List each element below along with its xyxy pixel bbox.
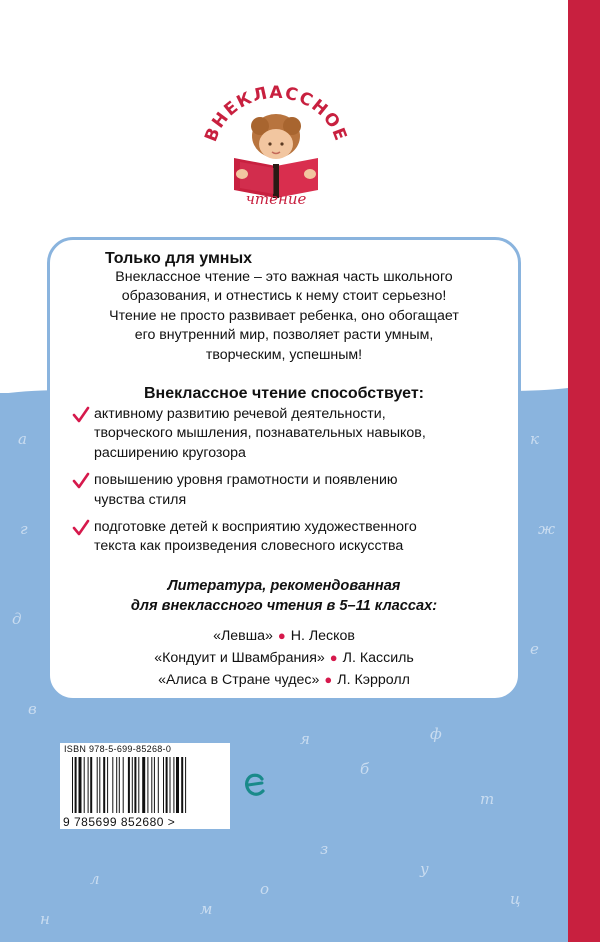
decorative-letter: в bbox=[28, 700, 37, 718]
benefit-line: подготовке детей к восприятию художественного bbox=[94, 519, 417, 536]
barcode-bar bbox=[97, 757, 98, 813]
book-title: «Алиса в Стране чудес» bbox=[158, 672, 320, 688]
decorative-letter: а bbox=[18, 430, 27, 448]
benefit-line: чувства стиля bbox=[94, 491, 187, 508]
barcode-block bbox=[60, 743, 230, 829]
barcode-bar bbox=[158, 757, 159, 813]
benefit-line: повышению уровня грамотности и появлению bbox=[94, 472, 398, 489]
barcode-bar bbox=[154, 757, 155, 813]
bullet-dot-icon: ● bbox=[277, 628, 286, 643]
barcode-bar bbox=[112, 757, 113, 813]
series-logo bbox=[196, 78, 356, 218]
decorative-letter: ф bbox=[430, 725, 442, 743]
check-icon bbox=[72, 519, 90, 537]
barcode-bar bbox=[134, 757, 136, 813]
book-title: «Кондуит и Швамбрания» bbox=[154, 650, 325, 666]
spine-stripe bbox=[568, 0, 600, 942]
benefit-item bbox=[72, 405, 502, 463]
decorative-letter: к bbox=[530, 430, 539, 448]
barcode-digits: 9 785699 852680 > bbox=[63, 815, 176, 829]
benefit-line: творческого мышления, познавательных навыков, bbox=[94, 425, 426, 442]
barcode-bar bbox=[72, 757, 73, 813]
decorative-letter: м bbox=[200, 900, 213, 918]
series-logo-subtitle: чтение bbox=[245, 190, 307, 208]
book-row bbox=[62, 647, 506, 669]
book-row bbox=[62, 625, 506, 647]
publisher-logo-icon bbox=[240, 770, 270, 800]
benefit-line: расширению кругозора bbox=[94, 444, 246, 461]
barcode-bar bbox=[142, 757, 145, 813]
decorative-letter: н bbox=[40, 910, 50, 928]
bullet-dot-icon: ● bbox=[324, 672, 333, 687]
decorative-letter: ж bbox=[538, 520, 556, 538]
decorative-letter: л bbox=[90, 870, 100, 888]
recommended-title-line: Литература, рекомендованная bbox=[167, 578, 401, 594]
book-row bbox=[62, 669, 506, 691]
decorative-letter: т bbox=[480, 790, 495, 808]
intro-paragraph bbox=[62, 268, 506, 365]
barcode-bar bbox=[163, 757, 164, 813]
decorative-letter: у bbox=[420, 860, 429, 878]
barcode-bar bbox=[173, 757, 174, 813]
benefit-item bbox=[72, 471, 502, 510]
decorative-letter: е bbox=[530, 640, 539, 658]
book-author: Н. Лесков bbox=[290, 628, 355, 644]
card-title: Только для умных bbox=[105, 250, 253, 267]
barcode-bar bbox=[170, 757, 171, 813]
benefit-line: активному развитию речевой деятельности, bbox=[94, 406, 386, 422]
barcode-bar bbox=[151, 757, 152, 813]
barcode-bar bbox=[88, 757, 89, 813]
check-icon bbox=[72, 406, 90, 424]
barcode-bar bbox=[99, 757, 100, 813]
barcode-bar bbox=[84, 757, 85, 813]
barcode-bar bbox=[103, 757, 105, 813]
book-author: Л. Кассиль bbox=[342, 650, 414, 666]
intro-line: творческим, успешным! bbox=[205, 346, 363, 363]
barcode-bar bbox=[123, 757, 124, 813]
svg-text:ВНЕКЛАССНОЕ: ВНЕКЛАССНОЕ bbox=[201, 82, 351, 145]
barcode-bar bbox=[138, 757, 139, 813]
barcode-bar bbox=[119, 757, 120, 813]
decorative-letter: ц bbox=[510, 890, 521, 908]
barcode-bar bbox=[75, 757, 77, 813]
barcode-image bbox=[72, 757, 228, 813]
decorative-letter: г bbox=[20, 520, 28, 538]
check-icon bbox=[72, 472, 90, 490]
decorative-letter: я bbox=[300, 730, 310, 748]
intro-line: Внеклассное чтение – это важная часть школьного bbox=[115, 269, 453, 285]
decorative-letter: з bbox=[320, 840, 329, 858]
isbn-label: ISBN 978-5-699-85268-0 bbox=[64, 744, 172, 754]
decorative-letter: о bbox=[260, 880, 270, 898]
barcode-bar bbox=[166, 757, 168, 813]
barcode-bar bbox=[132, 757, 133, 813]
intro-line: Чтение не просто развивает ребенка, оно обогащает bbox=[109, 307, 459, 324]
decorative-letter: д bbox=[12, 610, 22, 628]
intro-line: образования, и отнестись к нему стоит серьезно! bbox=[121, 288, 447, 305]
benefit-line: текста как произведения словесного искусства bbox=[94, 538, 404, 555]
book-author: Л. Кэрролл bbox=[337, 672, 410, 688]
barcode-bar bbox=[147, 757, 148, 813]
barcode-bar bbox=[181, 757, 183, 813]
benefit-item bbox=[72, 518, 502, 557]
book-title: «Левша» bbox=[213, 628, 273, 644]
book-list bbox=[62, 625, 506, 691]
barcode-bar bbox=[128, 757, 130, 813]
barcode-bar bbox=[116, 757, 117, 813]
recommended-title-line: для внеклассного чтения в 5–11 классах: bbox=[130, 597, 438, 614]
barcode-bar bbox=[107, 757, 108, 813]
intro-line: его внутренний мир, позволяет расти умным, bbox=[134, 327, 434, 344]
barcode-bar bbox=[79, 757, 82, 813]
barcode-bar bbox=[185, 757, 186, 813]
recommended-title bbox=[62, 577, 506, 616]
bullet-dot-icon: ● bbox=[329, 650, 338, 665]
benefits-title: Внеклассное чтение способствует: bbox=[143, 385, 424, 402]
benefits-list bbox=[72, 405, 502, 565]
barcode-bar bbox=[176, 757, 179, 813]
decorative-letter: б bbox=[360, 760, 370, 778]
barcode-bar bbox=[90, 757, 92, 813]
